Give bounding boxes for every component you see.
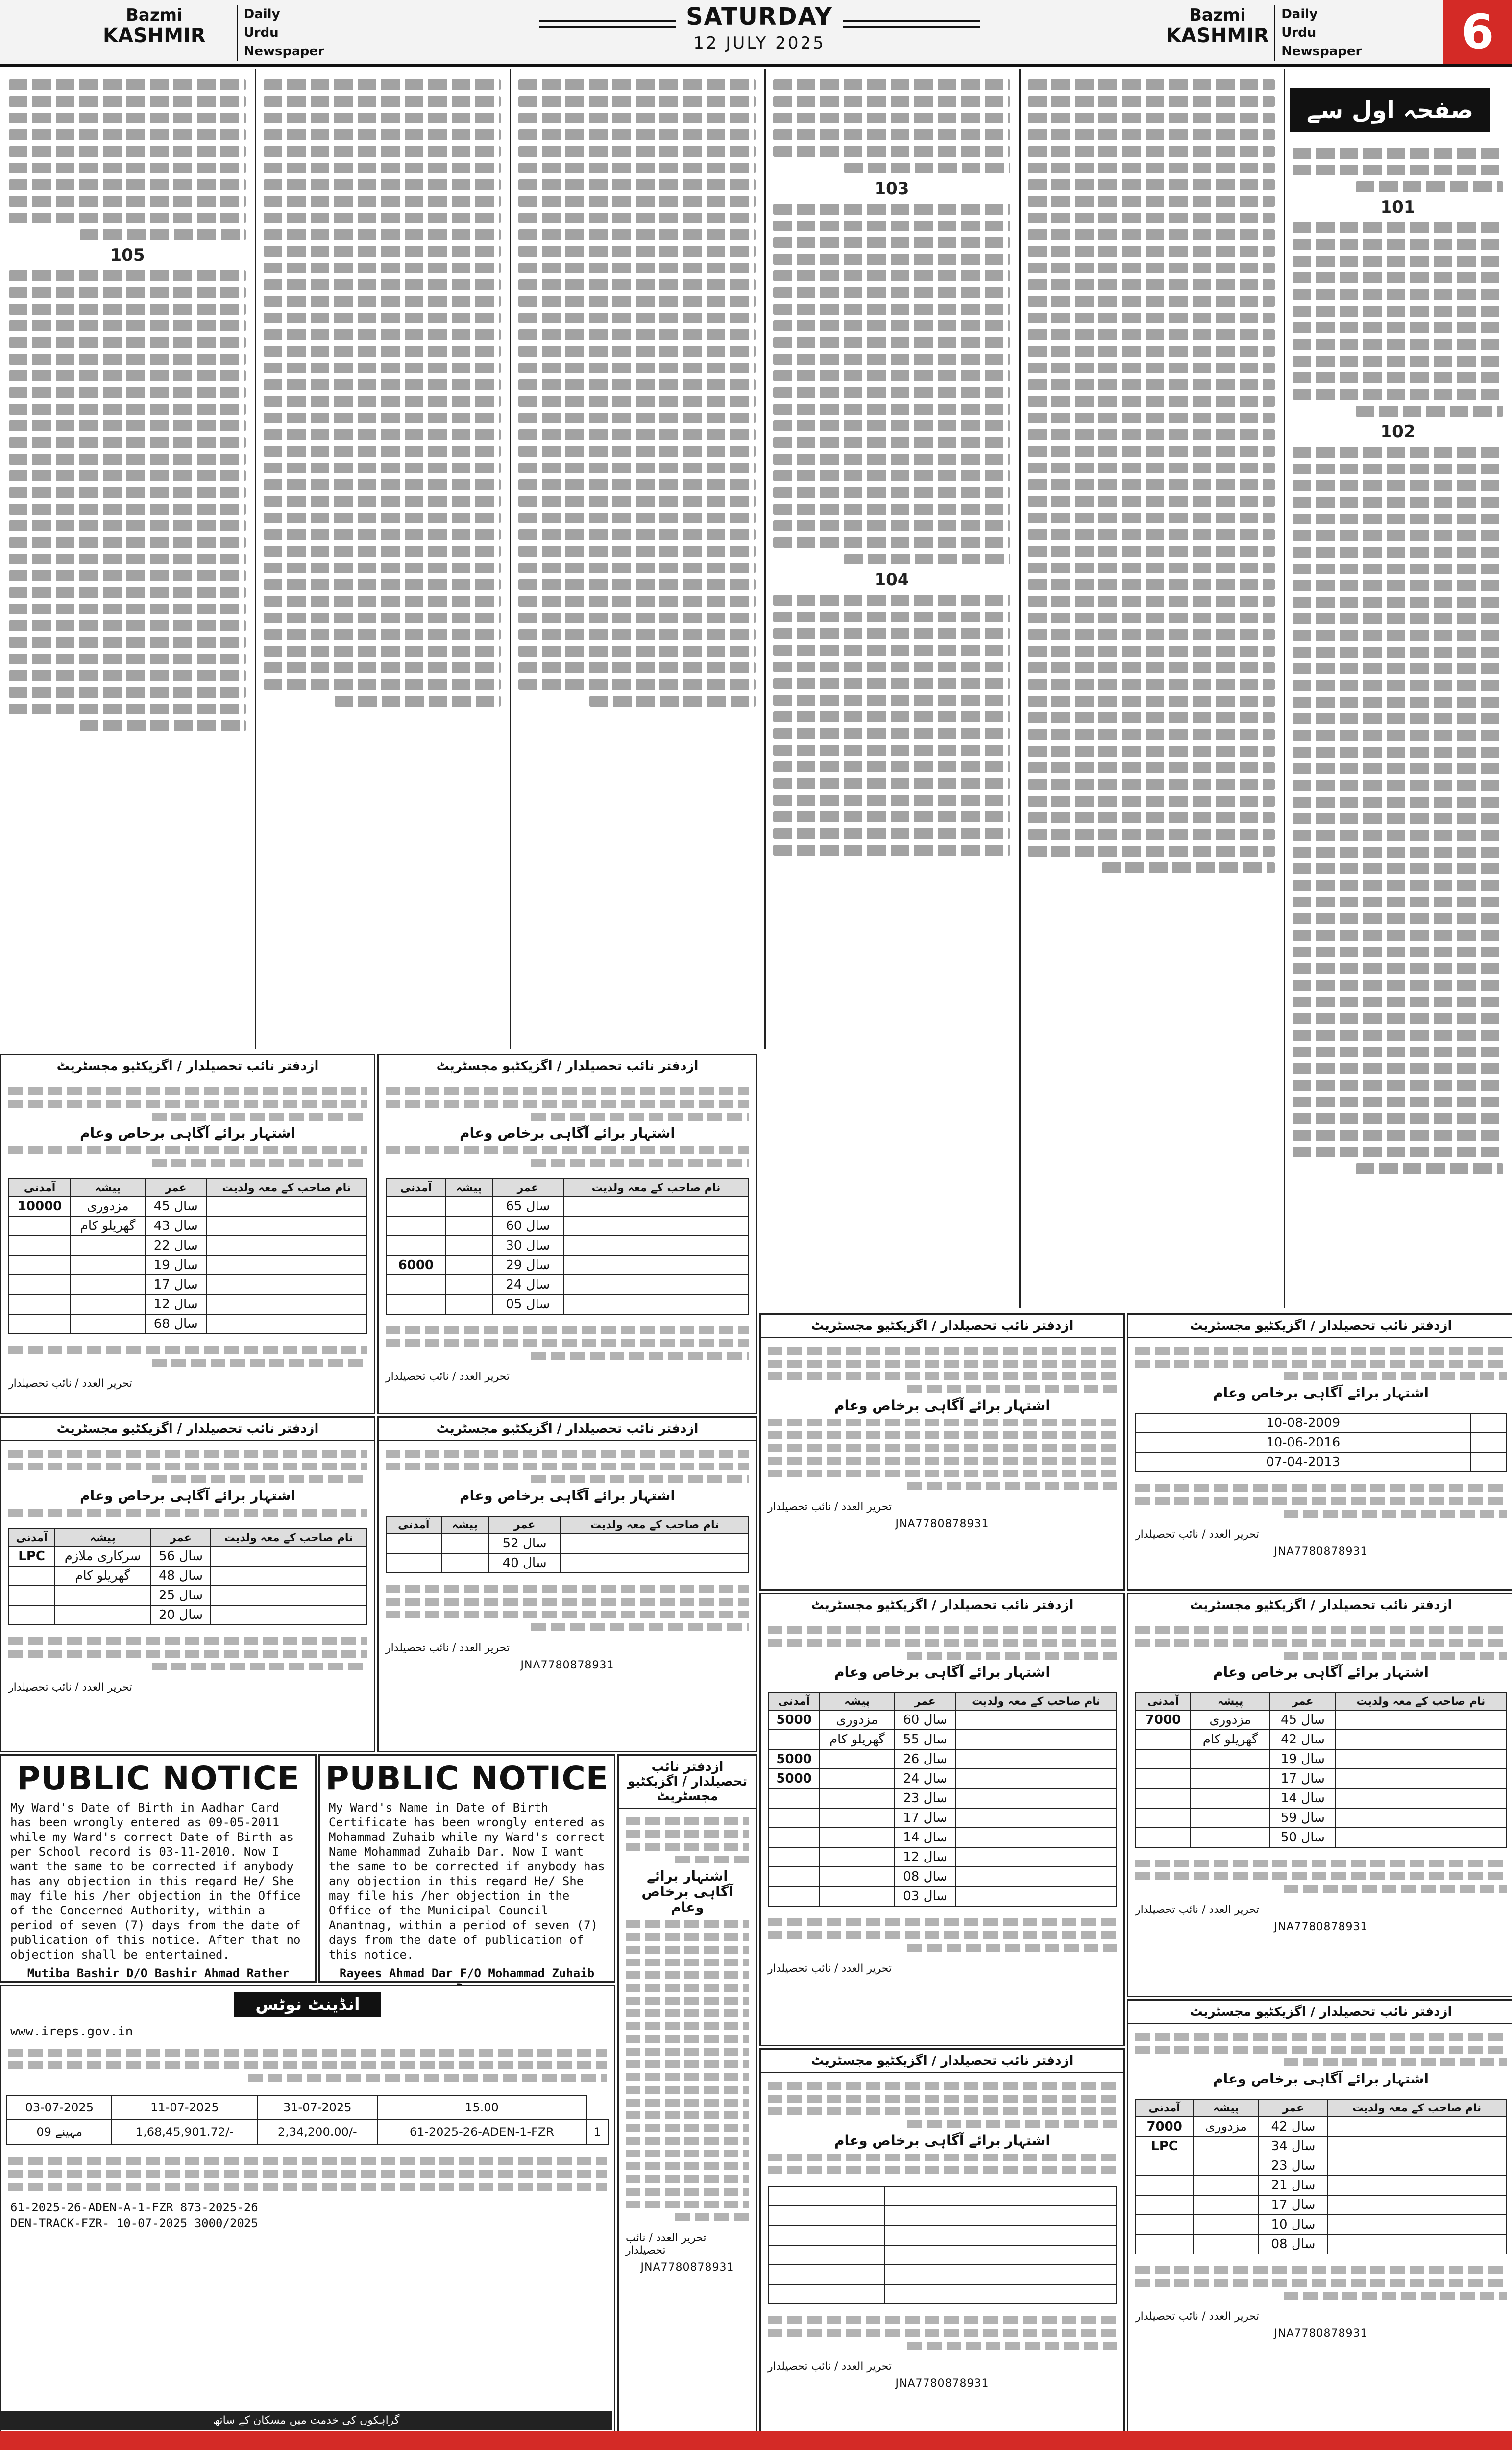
notice-code: JNA7780878931 [895,2377,989,2390]
column-5 [255,69,511,1049]
table-row: 52 سال [386,1534,749,1553]
notice-box-6 [1127,1313,1512,1591]
table-row: 40 سال [386,1553,749,1573]
brand-line2-right: KASHMIR [1166,24,1269,47]
column-6 [0,69,256,1049]
table-row: گھریلو کام 43 سال [9,1216,366,1236]
notice-box-10 [1127,1999,1512,2433]
table-row: گھریلو کام 42 سال [1136,1730,1506,1749]
table-row: 10-08-2009 [1136,1413,1506,1433]
column-3-text [764,69,1019,866]
table-row: 24 سال [386,1275,749,1295]
notice-signature: تحریر العدد / نائب تحصیلدار [386,1371,510,1383]
table-row: 03-07-2025 11-07-2025 31-07-2025 15.00 [7,2095,609,2120]
notice-heading: اشتہار برائے آگاہی برخاص وعام [834,2132,1050,2149]
brand-line1-right: Bazmi [1189,5,1246,25]
brand-sub-right [1274,5,1362,61]
col-age: عمر [145,1179,207,1197]
notice-table: آمدنی پیشہ عمر نام صاحب کے معہ ولدیت 7000 مزدوری 45 سال گھریلو کام 42 سال 19 سال 17 سال 14 سال 59 سال 50 سال [1135,1692,1507,1848]
tender-heading: انڈینٹ نوٹس [234,1992,381,2017]
date-rule-right [843,20,980,28]
story-number: 103 [874,179,909,198]
notice-heading: اشتہار برائے آگاہی برخاص وعام [1213,1385,1429,1401]
table-row: 65 سال [386,1197,749,1216]
table-row: 50 سال [1136,1828,1506,1847]
masthead [0,0,1512,67]
public-notice-body: My Ward's Name in Date of Birth Certificate has been wrongly entered as Mohammad Zuhaib while my Ward's correct Name Mohammad Zuhaib Dar. Now I want the same to be corrected if anybody has any objection in this regard He/ She may file his /her objection in the Office of the Municipal Council Anantnag, within a period of seven (7) days from the date of publication of this notice. [329,1801,605,1961]
table-row: 10000 مزدوری 45 سال [9,1197,366,1216]
column-3 [764,69,1021,1308]
table-row: 17 سال [9,1275,366,1295]
issue-day: SATURDAY [686,3,833,30]
notice-code: JNA7780878931 [640,2261,734,2274]
notice-code: JNA7780878931 [520,1659,614,1671]
notice-signature: تحریر العدد / نائب تحصیلدار [768,2360,892,2373]
table-row: 08 سال [768,1867,1116,1886]
tender-footer-code: DEN-TRACK-FZR- 10-07-2025 3000/2025 [10,2216,258,2230]
notice-signature: تحریر العدد / نائب تحصیلدار [768,1962,892,1975]
public-notice-2 [318,1754,615,1983]
notice-code: JNA7780878931 [895,1518,989,1530]
table-row: 10 سال [1136,2215,1506,2234]
public-notice-signed: Rayees Ahmad Dar F/O Mohammad Zuhaib [339,1966,595,1980]
notice-heading: اشتہار برائے آگاہی برخاص وعام [641,1868,733,1915]
table-row: 12 سال [9,1295,366,1314]
column-4-text [510,69,764,717]
table-row: 17 سال [1136,1769,1506,1788]
table-row: 19 سال [9,1255,366,1275]
column-2-text [1019,69,1284,884]
table-row: 08 سال [1136,2234,1506,2254]
notice-heading: اشتہار برائے آگاہی برخاص وعام [1213,1664,1429,1680]
column-4 [510,69,766,1049]
brand-sub-left [237,5,324,61]
notice-table: آمدنی پیشہ عمر نام صاحب کے معہ ولدیت 65 سال 60 سال 30 سال 6000 29 سال 24 سال 05 سال [386,1178,749,1315]
notice-heading: اشتہار برائے آگاہی برخاص وعام [79,1488,296,1504]
table-row: 59 سال [1136,1808,1506,1828]
notice-heading: اشتہار برائے آگاہی برخاص وعام [834,1397,1050,1414]
notice-box-9 [1127,1592,1512,1997]
notice-table: آمدنی پیشہ عمر نام صاحب کے معہ ولدیت 7000 مزدوری 42 سال LPC 34 سال 23 سال 21 سال 17 سال 10 سال 08 سال [1135,2099,1507,2254]
brand-line1: Bazmi [126,5,183,25]
table-row: 22 سال [9,1236,366,1255]
notice-title: ازدفتر نائب تحصیلدار / اگزیکٹیو مجسٹریٹ [379,1055,756,1078]
brand-right [1166,5,1362,59]
table-row: 14 سال [1136,1788,1506,1808]
daily-label: Daily [244,7,280,22]
col-income: آمدنی [9,1179,71,1197]
table-row: 23 سال [1136,2156,1506,2176]
table-row: 5000 مزدوری 60 سال [768,1710,1116,1730]
notice-signature: تحریر العدد / نائب تحصیلدار [1135,1528,1260,1541]
dates-table [1135,1413,1507,1472]
notice-code: JNA7780878931 [1274,2328,1368,2340]
table-row: 30 سال [386,1236,749,1255]
notice-heading: اشتہار برائے آگاہی برخاص وعام [834,1664,1050,1680]
notice-title: ازدفتر نائب تحصیلدار / اگزیکٹیو مجسٹریٹ [761,2050,1123,2073]
notice-title: ازدفتر نائب تحصیلدار / اگزیکٹیو مجسٹریٹ [761,1315,1123,1338]
table-row: 19 سال [1136,1749,1506,1769]
public-notice-title: PUBLIC NOTICE [17,1760,300,1797]
notice-box-2 [0,1416,375,1752]
notice-box-8 [759,2048,1125,2433]
notice-title: ازدفتر نائب تحصیلدار / اگزیکٹیو مجسٹریٹ [1128,1315,1512,1338]
notice-table: آمدنی پیشہ عمر نام صاحب کے معہ ولدیت LPC سرکاری ملازم 56 سال گھریلو کام 48 سال 25 سال 20 سال [8,1528,367,1625]
story-number: 104 [874,570,909,589]
date-block [539,3,980,53]
notice-code: JNA7780878931 [1274,1545,1368,1558]
notice-heading: اشتہار برائے آگاہی برخاص وعام [459,1488,676,1504]
notice-title: ازدفتر نائب تحصیلدار / اگزیکٹیو مجسٹریٹ [1128,1594,1512,1617]
table-row: 21 سال [1136,2176,1506,2195]
table-row: 6000 29 سال [386,1255,749,1275]
sidebar-heading: صفحہ اول سے [1290,88,1490,132]
notice-signature: تحریر العدد / نائب تحصیلدار [626,2232,707,2256]
notice-heading: اشتہار برائے آگاہی برخاص وعام [1213,2071,1429,2087]
notice-table: آمدنی پیشہ عمر نام صاحب کے معہ ولدیت 52 سال 40 سال [386,1516,749,1573]
public-notice-1 [0,1754,317,1983]
table-row: 20 سال [9,1605,366,1625]
notice-title: ازدفتر نائب تحصیلدار / اگزیکٹیو مجسٹریٹ [761,1594,1123,1617]
notice-table: آمدنی پیشہ عمر نام صاحب کے معہ ولدیت 5000 مزدوری 60 سال گھریلو کام 55 سال 5000 26 سال 5000 24 سال 23 سال 17 سال 14 سال 12 سال 08 سال 03 سال [768,1692,1117,1907]
tender-strip: گراہکوں کی خدمت میں مسکان کے ساتھ [0,2411,612,2430]
notice-signature: تحریر العدد / نائب تحصیلدار [1135,1904,1260,1916]
table-row: گھریلو کام 55 سال [768,1730,1116,1749]
public-notice-signed: Mutiba Bashir D/O Bashir Ahmad Rather [27,1966,290,1980]
table-row: 05 سال [386,1295,749,1314]
notice-signature: تحریر العدد / نائب تحصیلدار [386,1642,510,1654]
table-row: 17 سال [768,1808,1116,1828]
notice-table [8,1178,367,1334]
notice-table [768,2186,1117,2304]
issue-date: 12 JULY 2025 [693,33,826,53]
table-row: 23 سال [768,1788,1116,1808]
table-row: 09 مہینے 1,68,45,901.72/- 2,34,200.00/- 61-2025-26-ADEN-1-FZR 1 [7,2120,609,2144]
brand-left [103,5,324,59]
table-row: 7000 مزدوری 42 سال [1136,2117,1506,2136]
column-2 [1019,69,1285,1308]
table-row: 60 سال [386,1216,749,1236]
tender-reference: 61-2025-26-ADEN-A-1-FZR 873-2025-26 [10,2201,258,2214]
notice-code: JNA7780878931 [1274,1921,1368,1933]
tender-website[interactable]: www.ireps.gov.in [10,2024,133,2039]
table-row: 10-06-2016 [1136,1433,1506,1452]
story-number: 105 [110,245,145,265]
table-row: 7000 مزدوری 45 سال [1136,1710,1506,1730]
notice-title: ازدفتر نائب تحصیلدار / اگزیکٹیو مجسٹریٹ [1128,2001,1512,2024]
urdu-newspaper-label-right: Urdu Newspaper [1281,25,1362,59]
notice-signature: تحریر العدد / نائب تحصیلدار [8,1681,133,1693]
notice-heading: اشتہار برائے آگاہی برخاص وعام [459,1125,676,1141]
table-row: 5000 24 سال [768,1769,1116,1788]
notice-signature: تحریر العدد / نائب تحصیلدار [768,1501,892,1513]
col-name: نام صاحب کے معہ ولدیت [207,1179,366,1197]
tender-table [6,2095,609,2145]
brand-line2: KASHMIR [103,24,206,47]
footer-bar [0,2431,1512,2450]
column-1 [1284,137,1512,1308]
notice-box-4 [377,1416,757,1752]
table-row: LPC 34 سال [1136,2136,1506,2156]
table-row: LPC سرکاری ملازم 56 سال [9,1546,366,1566]
notice-heading: اشتہار برائے آگاہی برخاص وعام [79,1125,296,1141]
notice-title: ازدفتر نائب تحصیلدار / اگزیکٹیو مجسٹریٹ [379,1418,756,1441]
table-row: 12 سال [768,1847,1116,1867]
table-row: 17 سال [1136,2195,1506,2215]
urdu-newspaper-label: Urdu Newspaper [244,25,324,59]
table-row: 5000 26 سال [768,1749,1116,1769]
column-1-text [1284,137,1512,1185]
notice-title: ازدفتر نائب تحصیلدار / اگزیکٹیو مجسٹریٹ [1,1418,374,1441]
public-notice-body: My Ward's Date of Birth in Aadhar Card has been wrongly entered as 09-05-2011 while my Ward's correct Date of Birth as per School record is 03-11-2010. Now I want the same to be corrected if anybody has any objection in this regard He/ She may file his /her objection in the Office of the Concerned Authority, within a period of seven (7) days from the date of publication of this notice. After that no objection shall be entertained. [10,1801,301,1961]
table-row: 03 سال [768,1886,1116,1906]
notice-title: ازدفتر نائب تحصیلدار / اگزیکٹیو مجسٹریٹ [1,1055,374,1078]
column-5-text [255,69,510,717]
table-row: گھریلو کام 48 سال [9,1566,366,1586]
notice-signature: تحریر العدد / نائب تحصیلدار [1135,2310,1260,2323]
notice-box-3 [377,1054,757,1414]
notice-box-5 [759,1313,1125,1591]
notice-box-narrow [617,1754,757,2433]
public-notice-title: PUBLIC NOTICE [325,1760,609,1797]
table-row: 68 سال [9,1314,366,1334]
tender-notice [0,1984,615,2433]
notice-body [1,1078,374,1176]
daily-label-right: Daily [1281,7,1318,22]
notice-box-7 [759,1592,1125,2046]
notice-title: ازدفتر نائب تحصیلدار / اگزیکٹیو مجسٹریٹ [619,1756,756,1809]
notice-box-1 [0,1054,375,1414]
col-profession: پیشہ [71,1179,145,1197]
date-rule-left [539,20,676,28]
story-number: 102 [1380,422,1415,441]
table-row: 25 سال [9,1586,366,1605]
column-6-text [0,69,255,742]
table-row: 14 سال [768,1828,1116,1847]
notice-signature: تحریر العدد / نائب تحصیلدار [8,1377,133,1390]
page-number: 6 [1443,0,1512,64]
table-row: 07-04-2013 [1136,1452,1506,1472]
story-number: 101 [1380,197,1415,217]
